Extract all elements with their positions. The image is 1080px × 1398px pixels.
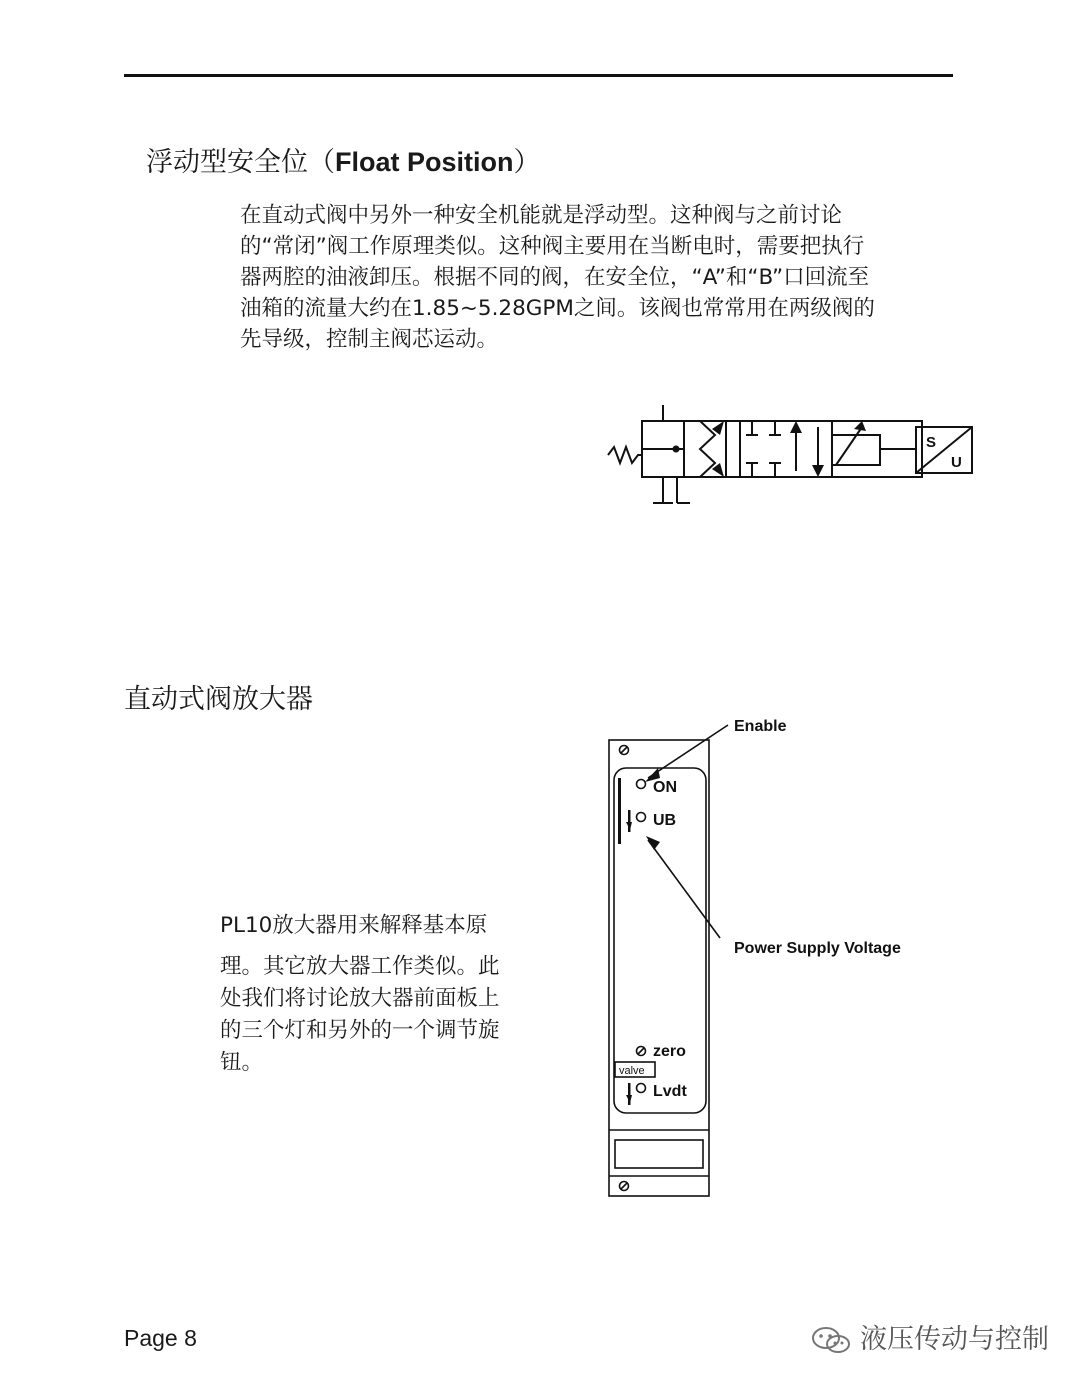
paragraph-line: PL10放大器用来解释基本原 bbox=[220, 913, 488, 938]
enable-callout: Enable bbox=[734, 718, 787, 735]
su-top-label: S bbox=[926, 434, 937, 451]
brand-watermark bbox=[810, 1322, 1049, 1358]
paragraph-line: 的三个灯和另外的一个调节旋 bbox=[220, 1018, 500, 1043]
float-position-paragraph bbox=[240, 200, 960, 355]
on-label: ON bbox=[653, 779, 677, 796]
paragraph-line: 先导级，控制主阀芯运动。 bbox=[240, 327, 499, 352]
page-number: Page 8 bbox=[124, 1325, 197, 1351]
paragraph-line: 的“常闭”阀工作原理类似。这种阀主要用在当断电时，需要把执行 bbox=[240, 234, 865, 259]
zero-label: zero bbox=[653, 1043, 686, 1060]
spring-symbol bbox=[608, 447, 642, 463]
paragraph-line: 理。其它放大器工作类似。此 bbox=[220, 954, 500, 979]
header-rule bbox=[124, 74, 953, 77]
power-supply-voltage-callout: Power Supply Voltage bbox=[734, 940, 901, 957]
su-bottom-label: U bbox=[951, 454, 962, 471]
section-title-float-position: 浮动型安全位（Float Position） bbox=[146, 147, 541, 178]
valve-label: valve bbox=[619, 1065, 645, 1077]
paragraph-line: 在直动式阀中另外一种安全机能就是浮动型。这种阀与之前讨论 bbox=[240, 203, 843, 228]
valve-schematic-diagram bbox=[600, 405, 980, 515]
brand-text: 液压传动与控制 bbox=[860, 1324, 1049, 1355]
lvdt-label: Lvdt bbox=[653, 1083, 687, 1100]
lvdt-led-icon bbox=[637, 1084, 646, 1093]
ub-label: UB bbox=[653, 812, 677, 829]
amplifier-front-panel-diagram bbox=[600, 710, 960, 1210]
paragraph-line: 处我们将讨论放大器前面板上 bbox=[220, 986, 500, 1011]
wechat-icon bbox=[810, 1323, 852, 1357]
paragraph-line: 器两腔的油液卸压。根据不同的阀，在安全位，“A”和“B”口回流至 bbox=[240, 265, 870, 290]
amplifier-paragraph bbox=[220, 910, 560, 1079]
paragraph-line: 油箱的流量大约在1.85~5.28GPM之间。该阀也常常用在两级阀的 bbox=[240, 296, 875, 321]
section-title-amplifier: 直动式阀放大器 bbox=[124, 684, 313, 715]
ub-led-icon bbox=[637, 813, 646, 822]
on-led-icon bbox=[637, 780, 646, 789]
panel-outline bbox=[609, 740, 709, 1196]
paragraph-line: 钮。 bbox=[220, 1050, 264, 1075]
